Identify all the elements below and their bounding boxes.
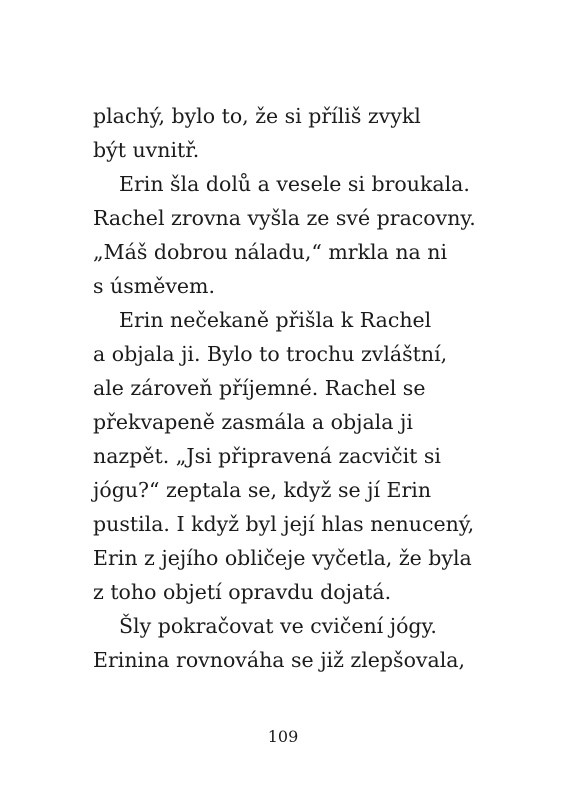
text-line: ale zároveň příjemné. Rachel se: [93, 376, 426, 400]
text-line: z toho objetí opravdu dojatá.: [93, 580, 392, 604]
body-text: [93, 99, 493, 677]
text-line: Erin z jejího obličeje vyčetla, že byla: [93, 546, 472, 570]
text-line: nazpět. „Jsi připravená zacvičit si: [93, 444, 441, 468]
text-line: pustila. I když byl její hlas nenucený,: [93, 512, 475, 536]
text-line: Erin šla dolů a vesele si broukala.: [119, 172, 470, 196]
text-line: s úsměvem.: [93, 274, 215, 298]
text-line: Erin nečekaně přišla k Rachel: [119, 308, 432, 332]
text-line: být uvnitř.: [93, 138, 200, 162]
text-line: plachý, bylo to, že si příliš zvykl: [93, 104, 421, 128]
page-number: 109: [267, 727, 299, 746]
text-line: a objala ji. Bylo to trochu zvláštní,: [93, 342, 448, 366]
text-line: překvapeně zasmála a objala ji: [93, 410, 413, 434]
text-line: „Máš dobrou náladu,“ mrkla na ni: [93, 240, 448, 264]
text-line: Erinina rovnováha se již zlepšovala,: [93, 648, 466, 672]
text-line: Šly pokračovat ve cvičení jógy.: [119, 614, 437, 638]
text-line: Rachel zrovna vyšla ze své pracovny.: [93, 206, 476, 230]
text-line: jógu?“ zeptala se, když se jí Erin: [93, 478, 432, 502]
